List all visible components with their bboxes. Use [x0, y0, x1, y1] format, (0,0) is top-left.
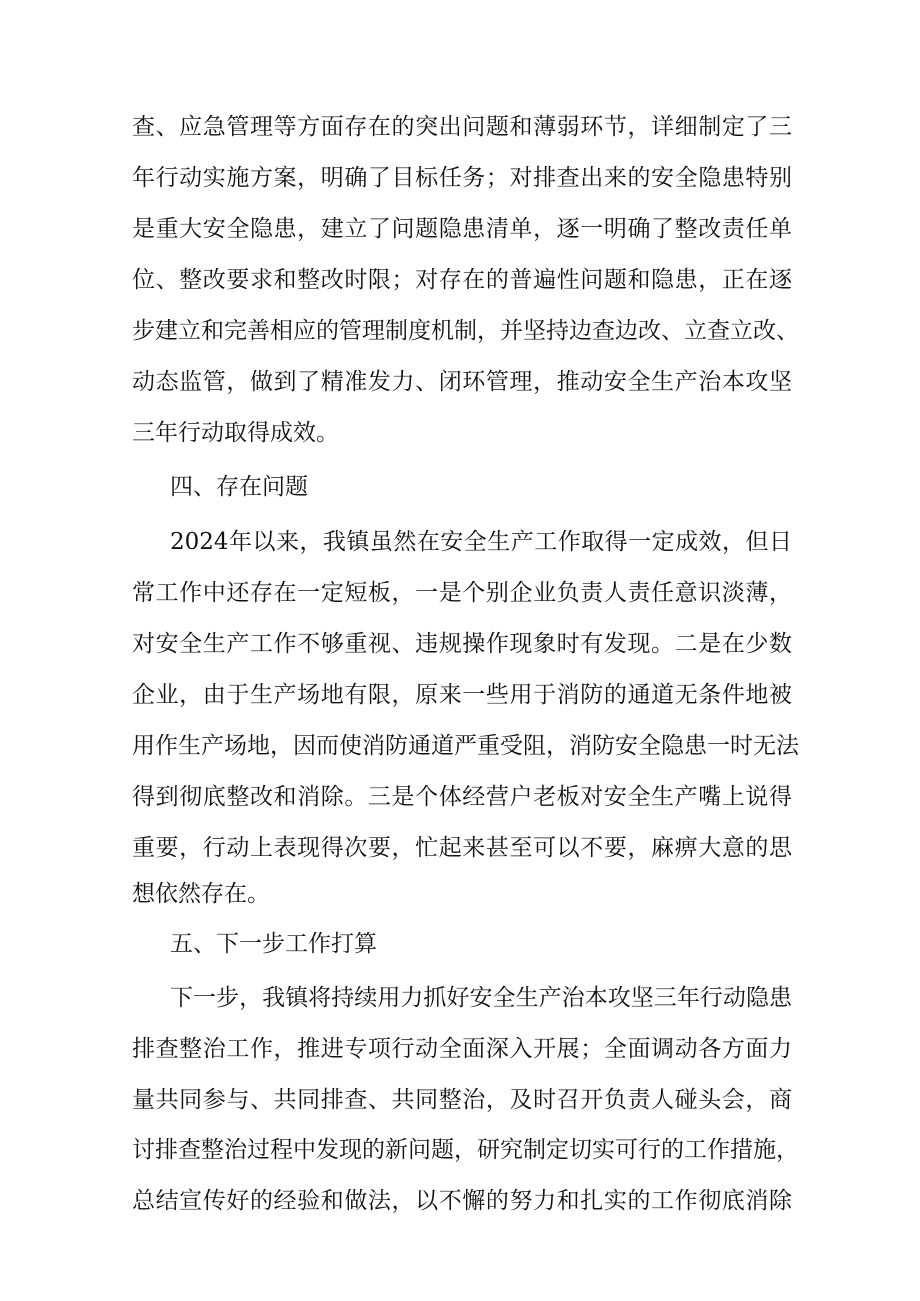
section-4-line-2: 常工作中还存在一定短板，一是个别企业负责人责任意识淡薄， [132, 580, 792, 606]
section-5-heading: 五、下一步工作打算 [170, 931, 377, 957]
paragraph-1-line-1: 查、应急管理等方面存在的突出问题和薄弱环节，详细制定了三 [132, 114, 792, 140]
paragraph-1-line-2: 年行动实施方案，明确了目标任务；对排查出来的安全隐患特别 [132, 165, 792, 191]
paragraph-1-line-4: 位、整改要求和整改时限；对存在的普遍性问题和隐患，正在逐 [132, 267, 792, 293]
section-5-line-2: 排查整治工作，推进专项行动全面深入开展；全面调动各方面力 [132, 1036, 792, 1062]
paragraph-1-line-3: 是重大安全隐患，建立了问题隐患清单，逐一明确了整改责任单 [132, 216, 792, 242]
section-5-line-5: 总结宣传好的经验和做法，以不懈的努力和扎实的工作彻底消除 [132, 1188, 792, 1214]
section-5-line-4: 讨排查整治过程中发现的新问题，研究制定切实可行的工作措施， [132, 1137, 799, 1163]
section-4-line-5: 用作生产场地，因而使消防通道严重受阻，消防安全隐患一时无法 [132, 733, 799, 759]
section-4-line-8: 想依然存在。 [132, 881, 270, 907]
section-4-line-1: 2024年以来，我镇虽然在安全生产工作取得一定成效，但日 [170, 529, 792, 555]
section-5-line-1: 下一步，我镇将持续用力抓好安全生产治本攻坚三年行动隐患 [170, 985, 792, 1011]
section-4-heading: 四、存在问题 [170, 474, 308, 500]
paragraph-1-line-7: 三年行动取得成效。 [132, 420, 339, 446]
section-4-line-6: 得到彻底整改和消除。三是个体经营户老板对安全生产嘴上说得 [132, 784, 792, 810]
paragraph-1-line-5: 步建立和完善相应的管理制度机制，并坚持边查边改、立查立改、 [132, 318, 799, 344]
section-5-line-3: 量共同参与、共同排查、共同整治，及时召开负责人碰头会，商 [132, 1087, 792, 1113]
paragraph-1-line-6: 动态监管，做到了精准发力、闭环管理，推动安全生产治本攻坚 [132, 369, 792, 395]
section-4-line-7: 重要，行动上表现得次要，忙起来甚至可以不要，麻痹大意的思 [132, 835, 792, 861]
section-4-line-4: 企业，由于生产场地有限，原来一些用于消防的通道无条件地被 [132, 682, 792, 708]
section-4-line-3: 对安全生产工作不够重视、违规操作现象时有发现。二是在少数 [132, 631, 792, 657]
